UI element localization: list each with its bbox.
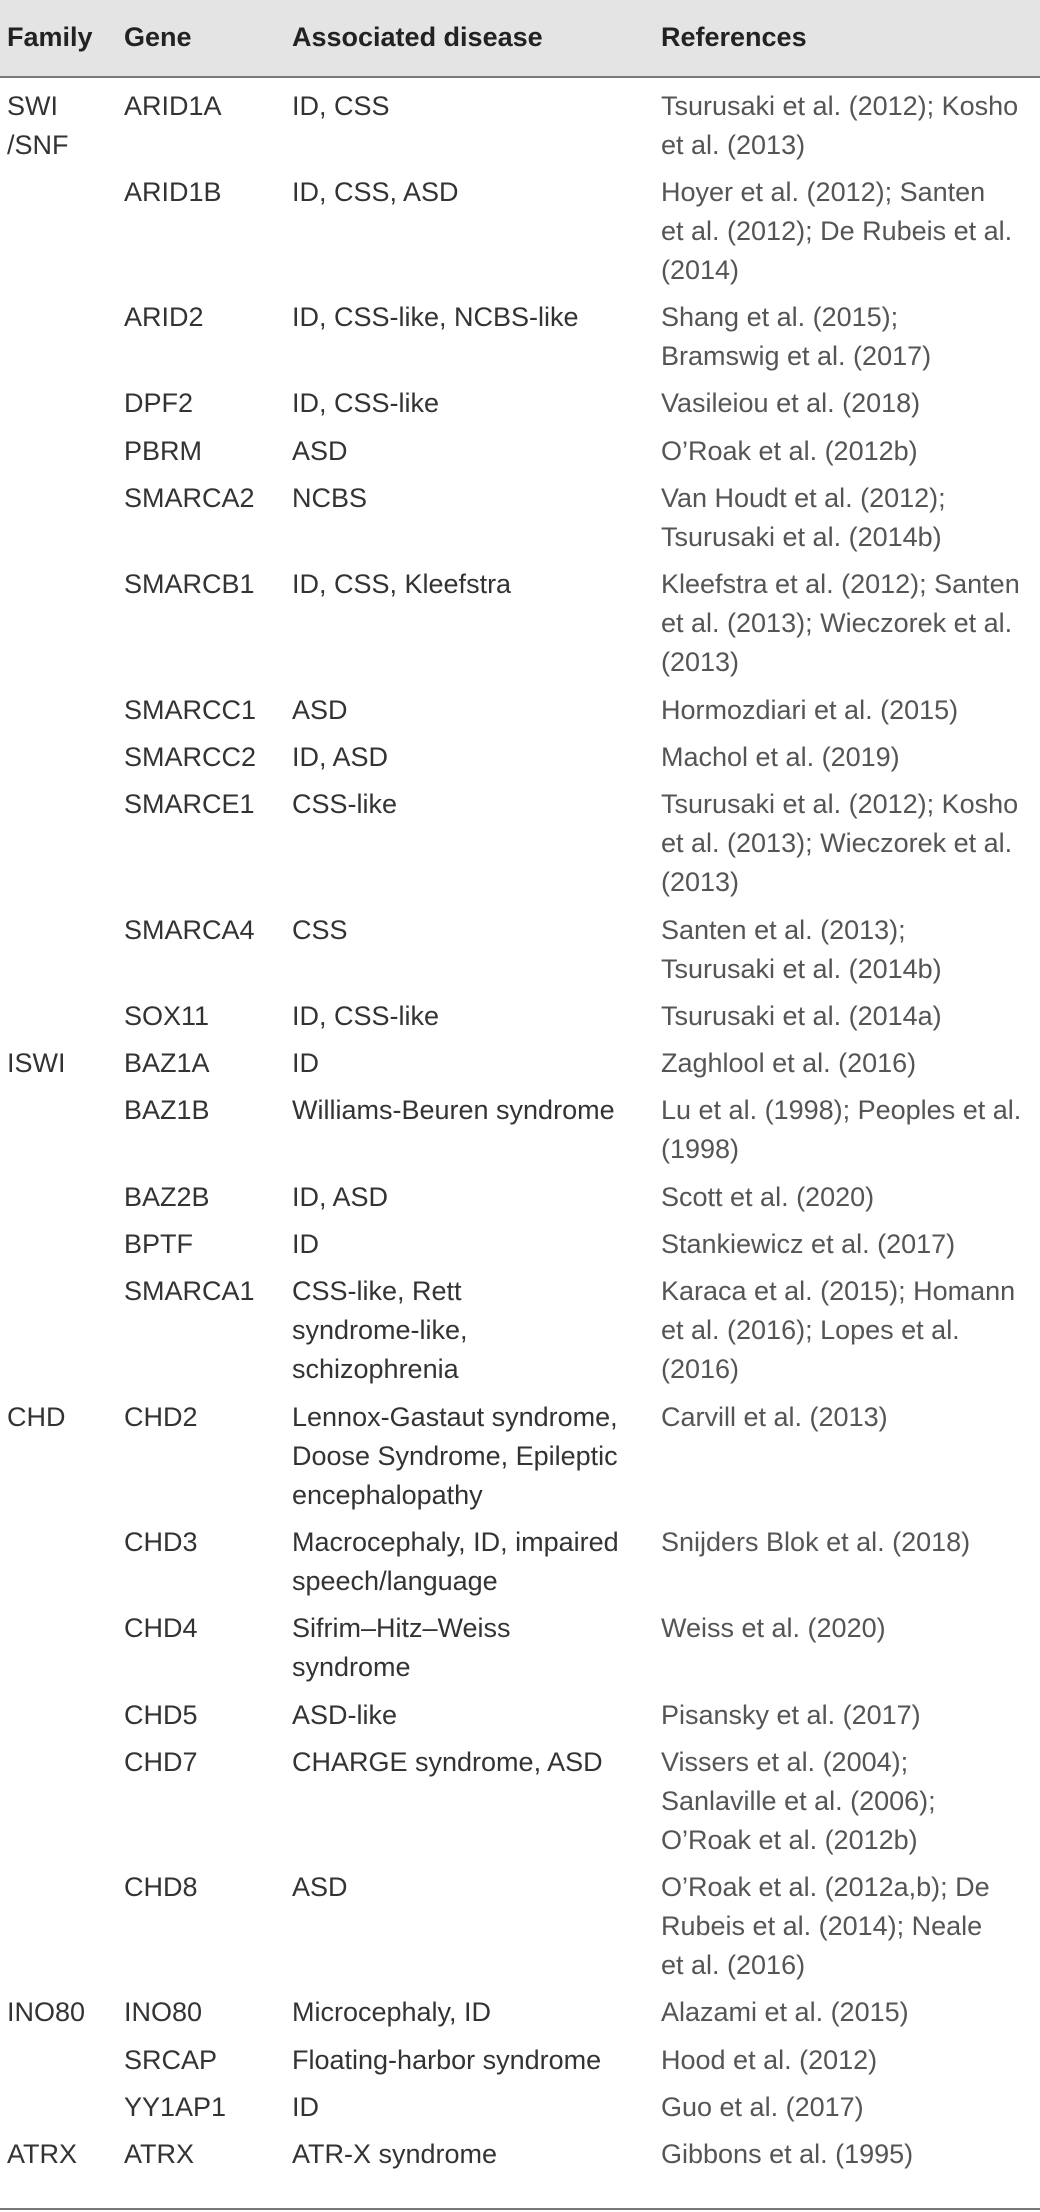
table-row [0, 1694, 1040, 1733]
gene-cell: CHD8 [124, 1872, 198, 1903]
references-cell: Karaca et al. (2015); Homann et al. (2016); Lopes et al. (2016) [661, 1276, 1016, 1385]
gene-cell: SMARCA2 [124, 483, 255, 513]
references-cell: Shang et al. (2015); Bramswig et al. (2017) [661, 302, 932, 372]
references-cell: Guo et al. (2017) [661, 2092, 864, 2122]
family-cell: ISWI [7, 1048, 66, 1079]
disease-cell: Sifrim–Hitz–Weiss syndrome [292, 1613, 511, 1683]
references-cell: Van Houdt et al. (2012); Tsurusaki et al. (2014b) [661, 483, 946, 552]
family-cell: INO80 [7, 1997, 86, 2028]
gene-cell: SMARCB1 [124, 569, 255, 600]
references-cell: O’Roak et al. (2012a,b); De Rubeis et al. (2014); Neale et al. (2016) [661, 1872, 990, 1981]
references-cell: Alazami et al. (2015) [661, 1997, 909, 2028]
gene-cell: SMARCA1 [124, 1276, 255, 1307]
references-cell: Weiss et al. (2020) [661, 1613, 886, 1644]
gene-cell: BAZ1A [124, 1048, 210, 1079]
references-cell: Snijders Blok et al. (2018) [661, 1526, 971, 1557]
references-cell: Santen et al. (2013); Tsurusaki et al. (2014b) [661, 914, 942, 984]
disease-cell: Microcephaly, ID [292, 1997, 492, 2028]
disease-cell: ASD [292, 1872, 348, 1903]
gene-cell: ATRX [124, 2139, 195, 2170]
references-cell: Machol et al. (2019) [661, 741, 900, 772]
disease-cell: ID [292, 1048, 319, 1079]
disease-cell: ID [292, 2092, 319, 2122]
disease-cell: ASD [292, 694, 348, 725]
header-associated-disease: Associated disease [292, 22, 543, 52]
table-row [0, 1271, 1040, 1388]
references-cell: Carvill et al. (2013) [661, 1401, 888, 1432]
table-row [0, 85, 1040, 163]
gene-cell: ARID1A [124, 90, 222, 121]
gene-cell: ARID2 [124, 302, 204, 333]
references-cell: Lu et al. (1998); Peoples et al. (1998) [661, 1095, 1022, 1165]
header-family: Family [7, 22, 93, 52]
disease-cell: CHARGE syndrome, ASD [292, 1746, 603, 1777]
disease-cell: ID, CSS, Kleefstra [292, 569, 512, 600]
family-cell: CHD [7, 1401, 66, 1432]
header-references: References [661, 22, 807, 52]
gene-cell: SRCAP [124, 2044, 218, 2075]
gene-cell: CHD2 [124, 1401, 198, 1432]
references-cell: Stankiewicz et al. (2017) [661, 1229, 956, 1259]
references-cell: Tsurusaki et al. (2014a) [661, 1000, 942, 1031]
gene-cell: BAZ1B [124, 1095, 210, 1126]
disease-cell: CSS-like [292, 789, 398, 820]
table-row [0, 1992, 1040, 2031]
table-row [0, 1608, 1040, 1686]
table-row [0, 1396, 1040, 1513]
references-cell: Tsurusaki et al. (2012); Kosho et al. (2013) [661, 90, 1019, 160]
references-cell: Vasileiou et al. (2018) [661, 388, 921, 419]
table-row [0, 297, 1040, 375]
references-cell: Hoyer et al. (2012); Santen et al. (2012); De Rubeis et al. (2014) [661, 176, 1013, 285]
family-cell: ATRX [7, 2139, 78, 2170]
gene-cell: SMARCC2 [124, 741, 257, 772]
table-row [0, 1176, 1040, 1215]
references-cell: Hood et al. (2012) [661, 2044, 878, 2075]
gene-cell: CHD4 [124, 1613, 198, 1644]
gene-cell: SOX11 [124, 1000, 210, 1031]
disease-cell: ID, CSS, ASD [292, 176, 459, 207]
disease-cell: CSS-like, Rett syndrome-like, schizophrenia [292, 1276, 468, 1385]
table-row [0, 1090, 1040, 1168]
table-header [0, 0, 1040, 78]
gene-cell: ARID1B [124, 176, 222, 207]
header-gene: Gene [124, 22, 192, 52]
disease-cell: Williams-Beuren syndrome [292, 1095, 615, 1126]
disease-cell: ASD [292, 435, 348, 466]
disease-cell: Floating-harbor syndrome [292, 2044, 602, 2075]
table-row [0, 383, 1040, 422]
disease-cell: ID, CSS-like [292, 1000, 440, 1031]
table-bottom-rule [0, 2208, 1040, 2210]
disease-cell: ID, CSS-like [292, 388, 440, 419]
disease-cell: CSS [292, 914, 348, 945]
gene-cell: CHD7 [124, 1746, 198, 1777]
disease-cell: ID, ASD [292, 1181, 389, 1212]
gene-cell: INO80 [124, 1997, 203, 2028]
gene-cell: BPTF [124, 1229, 194, 1259]
gene-cell: DPF2 [124, 388, 194, 419]
gene-cell: SMARCE1 [124, 789, 255, 820]
disease-cell: ATR-X syndrome [292, 2139, 498, 2170]
references-cell: Kleefstra et al. (2012); Santen et al. (2013); Wieczorek et al. (2013) [661, 569, 1020, 678]
disease-cell: ID, CSS-like, NCBS-like [292, 302, 579, 333]
table-row [0, 478, 1040, 556]
table-row [0, 2087, 1040, 2126]
table-row [0, 784, 1040, 901]
table-row [0, 1043, 1040, 1082]
table-row [0, 1867, 1040, 1984]
disease-cell: ID, CSS [292, 90, 390, 121]
references-cell: O’Roak et al. (2012b) [661, 435, 918, 466]
gene-cell: CHD3 [124, 1526, 198, 1557]
references-cell: Vissers et al. (2004); Sanlaville et al. (2006); O’Roak et al. (2012b) [661, 1746, 936, 1855]
gene-cell: BAZ2B [124, 1181, 210, 1212]
table-row [0, 430, 1040, 469]
references-cell: Hormozdiari et al. (2015) [661, 694, 959, 725]
references-cell: Zaghlool et al. (2016) [661, 1048, 917, 1079]
table-row [0, 1741, 1040, 1858]
table-row [0, 1224, 1040, 1263]
gene-cell: PBRM [124, 435, 203, 466]
references-cell: Gibbons et al. (1995) [661, 2139, 914, 2170]
gene-cell: SMARCC1 [124, 694, 257, 725]
gene-cell: CHD5 [124, 1699, 198, 1730]
table-row [0, 736, 1040, 775]
disease-cell: ASD-like [292, 1699, 398, 1730]
gene-cell: YY1AP1 [124, 2092, 227, 2122]
references-cell: Pisansky et al. (2017) [661, 1699, 921, 1730]
table-row [0, 995, 1040, 1034]
table-row [0, 564, 1040, 681]
table-row [0, 171, 1040, 288]
references-cell: Tsurusaki et al. (2012); Kosho et al. (2013); Wieczorek et al. (2013) [661, 789, 1019, 898]
table-row [0, 2134, 1040, 2173]
references-cell: Scott et al. (2020) [661, 1181, 875, 1212]
disease-cell: Macrocephaly, ID, impaired speech/language [292, 1526, 619, 1596]
family-cell: SWI /SNF [7, 90, 69, 160]
disease-cell: NCBS [292, 483, 368, 513]
disease-cell: ID [292, 1229, 319, 1259]
table-row [0, 909, 1040, 987]
table-row [0, 2039, 1040, 2078]
table-row [0, 1521, 1040, 1599]
disease-cell: Lennox-Gastaut syndrome, Doose Syndrome, Epileptic encephalopathy [292, 1401, 618, 1510]
gene-cell: SMARCA4 [124, 914, 255, 945]
disease-cell: ID, ASD [292, 741, 389, 772]
table-row [0, 689, 1040, 728]
